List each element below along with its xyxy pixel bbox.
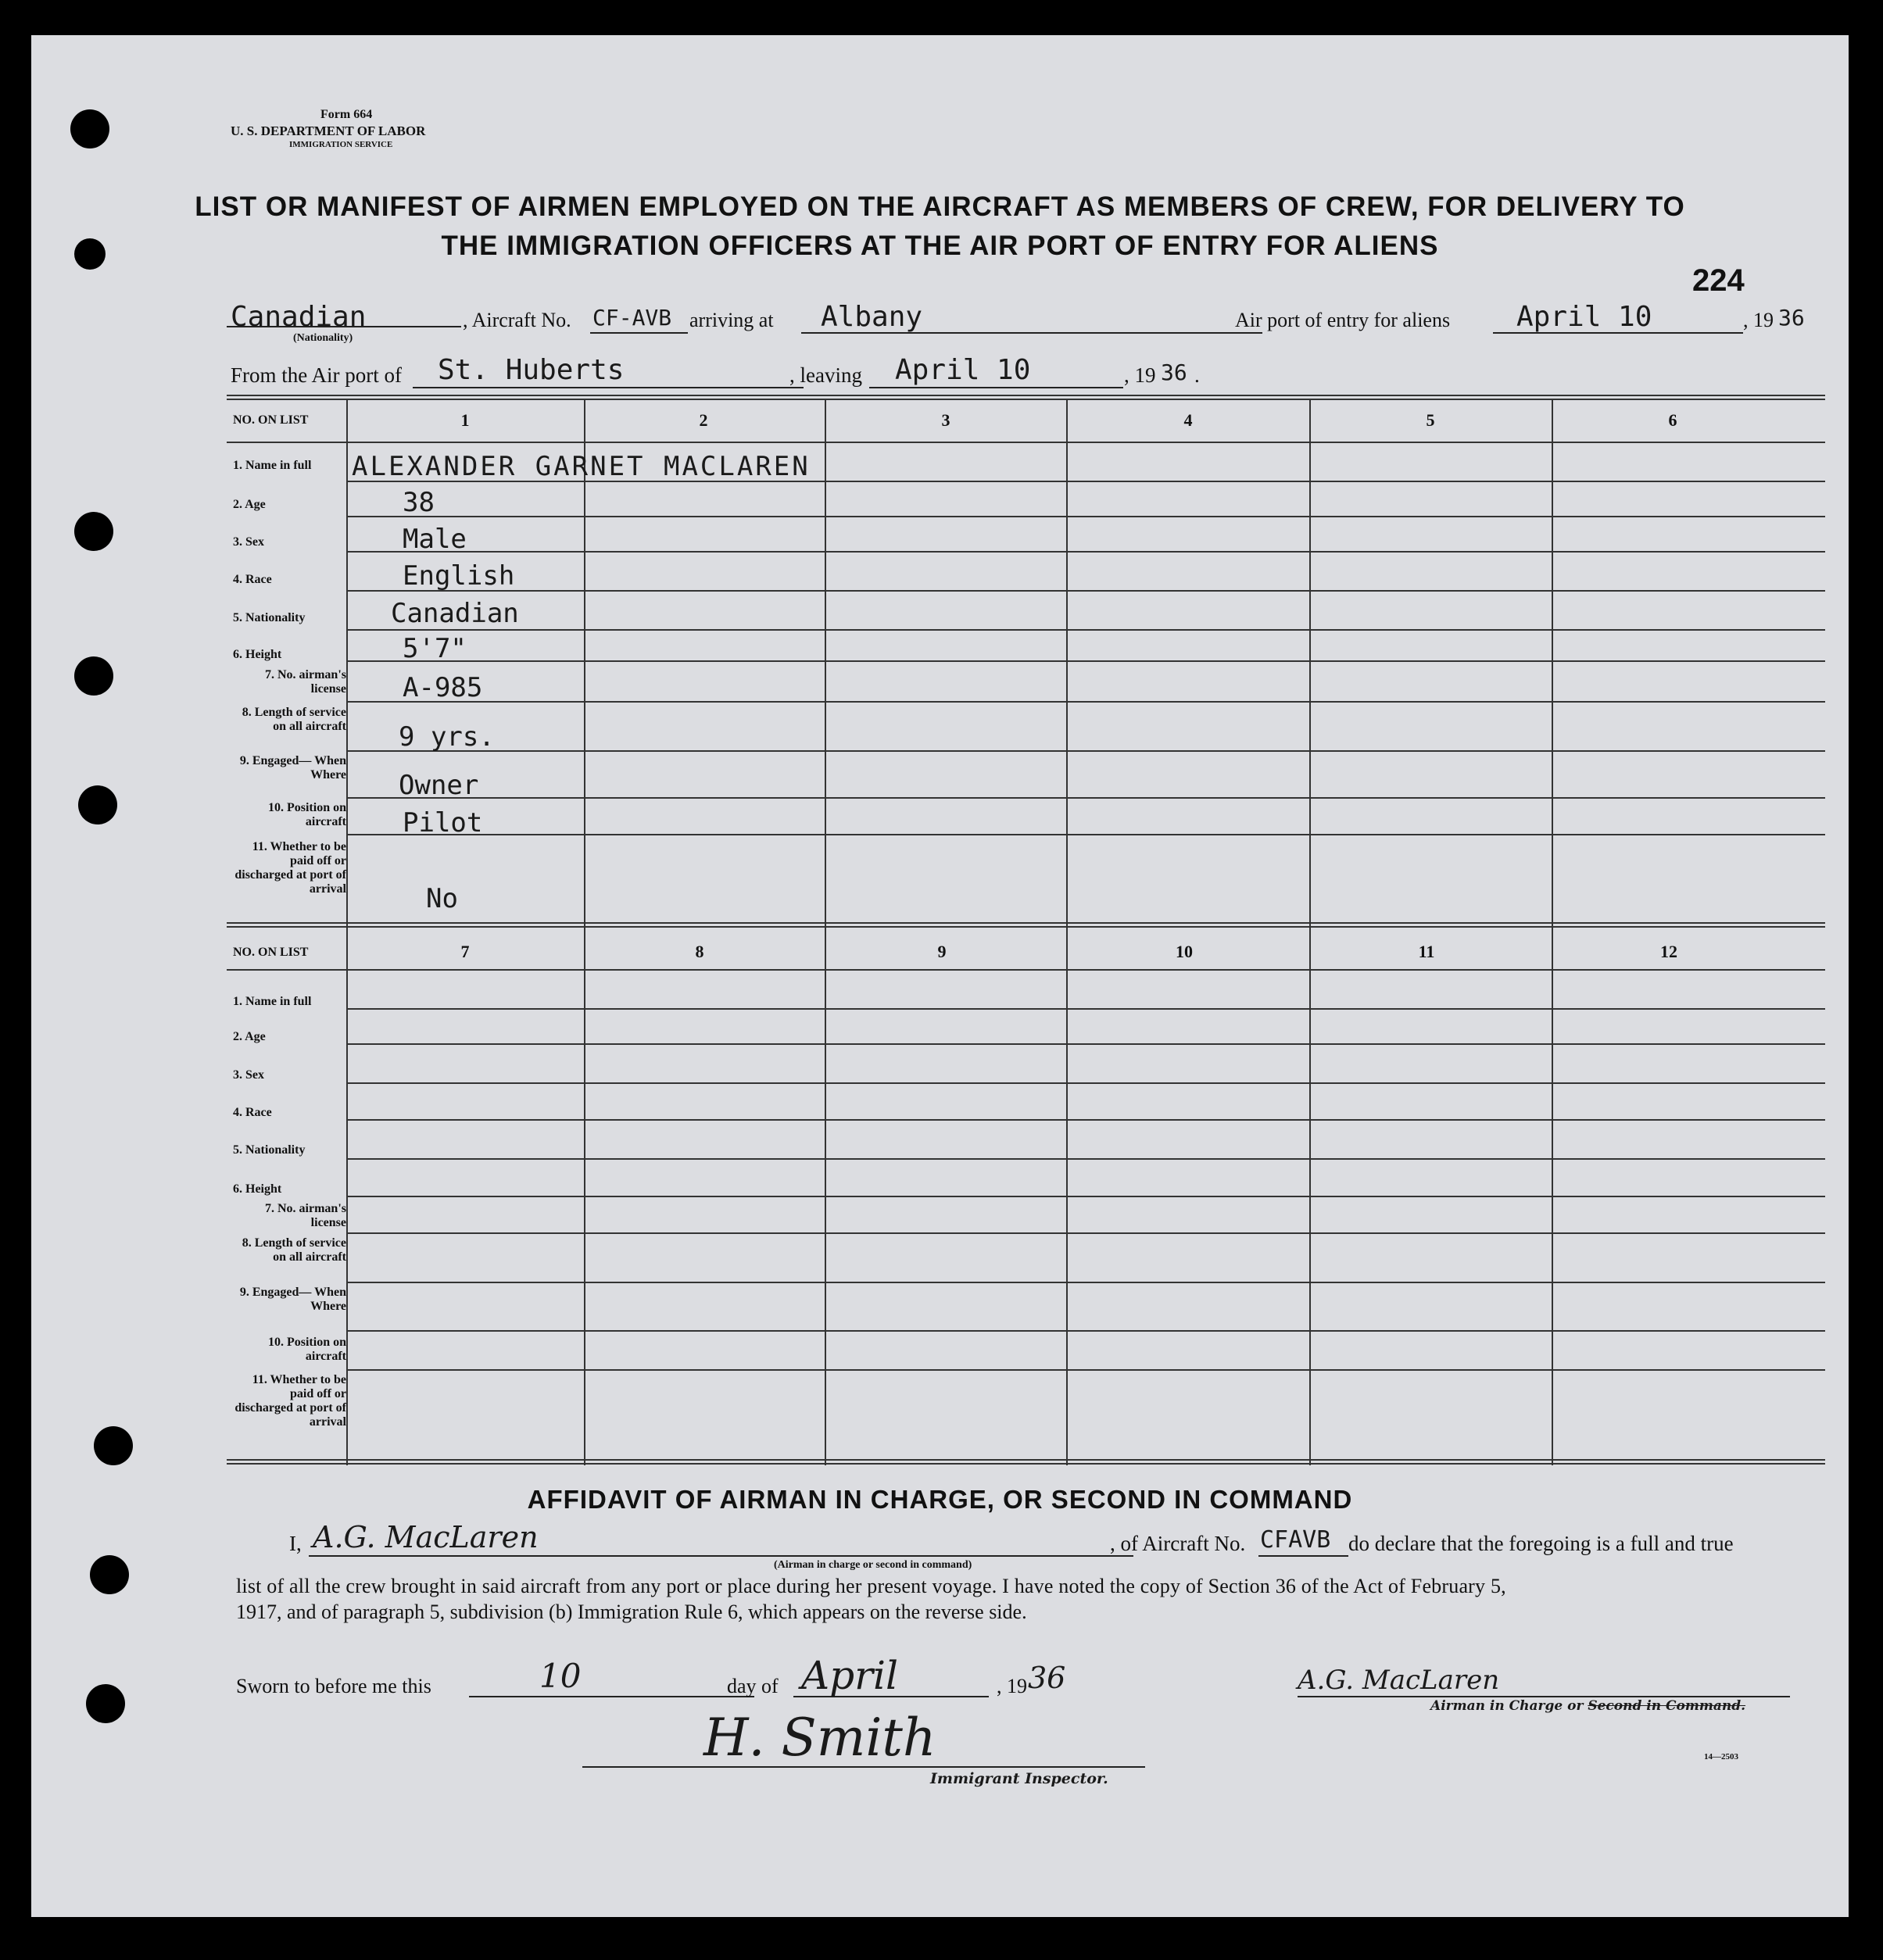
column-number: 6	[1668, 410, 1677, 430]
department-name: U. S. DEPARTMENT OF LABOR	[231, 123, 426, 138]
document-page	[31, 35, 1849, 1917]
punch-hole	[70, 109, 109, 148]
entry-year-value: 36	[1778, 305, 1805, 331]
affidavit-heading: AFFIDAVIT OF AIRMAN IN CHARGE, OR SECOND IN COMMAND	[527, 1485, 1353, 1514]
punch-hole	[94, 1426, 133, 1465]
page-number: 224	[1692, 263, 1745, 298]
row-label-service: 8. Length of service on all aircraft	[242, 706, 346, 733]
row-label-age: 2. Age	[233, 498, 266, 511]
nationality-value: Canadian	[231, 301, 367, 333]
row-label-height: 6. Height	[233, 1182, 282, 1196]
airman-1-sex: Male	[403, 524, 467, 555]
sworn-year-prefix: , 19	[997, 1675, 1027, 1697]
punch-hole	[74, 656, 113, 696]
row-label-sex: 3. Sex	[233, 535, 264, 549]
column-number: 11	[1418, 942, 1435, 961]
affidavit-i-label: I,	[289, 1532, 302, 1555]
from-year-prefix: , 19	[1124, 363, 1156, 387]
row-label-license: 7. No. airman's license	[265, 668, 346, 696]
airman-1-position: Pilot	[403, 807, 483, 839]
column-number: 5	[1426, 410, 1435, 430]
document-title-line-2: THE IMMIGRATION OFFICERS AT THE AIR PORT OF ENTRY FOR ALIENS	[441, 231, 1439, 261]
airman-1-paid-off: No	[426, 883, 458, 914]
row-label-position: 10. Position on aircraft	[267, 1336, 346, 1363]
airman-caption-primary: Airman in Charge or	[1430, 1698, 1584, 1714]
column-number: 4	[1183, 410, 1193, 430]
airman-1-engaged: Owner	[399, 770, 479, 801]
column-number: 12	[1660, 942, 1677, 961]
arriving-value: Albany	[821, 301, 923, 333]
airman-caption-struck: Second in Command.	[1588, 1698, 1746, 1714]
column-number: 9	[937, 942, 947, 961]
column-number: 1	[460, 410, 470, 430]
airman-1-license: A-985	[403, 672, 483, 703]
column-number: 10	[1176, 942, 1193, 961]
airman-1-service: 9 yrs.	[399, 721, 495, 753]
sworn-day-of-label: day of	[727, 1675, 779, 1697]
row-label-height: 6. Height	[233, 648, 282, 661]
leaving-label: , leaving	[789, 363, 862, 387]
affidavit-aircraft-value: CFAVB	[1260, 1526, 1331, 1554]
document-title-line-1: LIST OR MANIFEST OF AIRMEN EMPLOYED ON THE AIRCRAFT AS MEMBERS OF CREW, FOR DELIVERY TO	[195, 191, 1685, 222]
punch-hole	[86, 1684, 125, 1723]
nationality-caption: (Nationality)	[293, 332, 353, 344]
inspector-signature: H. Smith	[703, 1708, 936, 1768]
row-label-name: 1. Name in full	[233, 995, 312, 1008]
airman-1-race: English	[403, 560, 515, 592]
entry-year-prefix: , 19	[1743, 309, 1774, 331]
punch-hole	[78, 785, 117, 824]
row-label-license: 7. No. airman's license	[265, 1202, 346, 1229]
port-date-value: April 10	[1516, 301, 1652, 333]
sworn-day-value: 10	[539, 1657, 582, 1695]
row-label-race: 4. Race	[233, 1106, 272, 1119]
sworn-month-value: April	[801, 1653, 898, 1698]
affidavit-caption: (Airman in charge or second in command)	[774, 1559, 972, 1571]
punch-hole	[90, 1555, 129, 1594]
port-of-entry-label: Air port of entry for aliens	[1235, 309, 1451, 331]
sworn-label: Sworn to before me this	[236, 1675, 431, 1697]
from-year-value: 36	[1161, 359, 1187, 385]
row-label-name: 1. Name in full	[233, 459, 312, 472]
airman-in-charge-signature: A.G. MacLaren	[1298, 1665, 1500, 1696]
airman-caption	[1430, 1698, 1745, 1714]
aircraft-value: CF-AVB	[592, 305, 672, 331]
row-label-paid-off: 11. Whether to be paid off or discharged at port of arrival	[234, 840, 346, 896]
airman-1-age: 38	[403, 487, 435, 518]
airman-1-name: ALEXANDER GARNET MACLAREN	[352, 451, 811, 482]
row-label-nationality: 5. Nationality	[233, 611, 306, 624]
airman-1-nationality: Canadian	[391, 598, 519, 629]
column-number: 8	[695, 942, 704, 961]
row-label-engaged: 9. Engaged— When Where	[239, 1286, 346, 1313]
affidavit-line-3: 1917, and of paragraph 5, subdivision (b) Immigration Rule 6, which appears on the reverse side.	[236, 1601, 1027, 1623]
print-code: 14—2503	[1704, 1752, 1738, 1761]
inspector-caption: Immigrant Inspector.	[930, 1770, 1108, 1787]
row-label-nationality: 5. Nationality	[233, 1143, 306, 1157]
arriving-label: arriving at	[689, 309, 774, 331]
form-number: Form 664	[320, 108, 373, 121]
row-label-position: 10. Position on aircraft	[267, 801, 346, 828]
row-label-service: 8. Length of service on all aircraft	[242, 1236, 346, 1264]
airman-1-height: 5'7"	[403, 633, 467, 664]
row-label-age: 2. Age	[233, 1030, 266, 1043]
row-label-engaged: 9. Engaged— When Where	[239, 754, 346, 781]
column-number: 2	[699, 410, 708, 430]
from-value: St. Huberts	[438, 354, 625, 386]
row-label-race: 4. Race	[233, 573, 272, 586]
no-on-list-header: NO. ON LIST	[233, 946, 309, 959]
no-on-list-header: NO. ON LIST	[233, 413, 309, 427]
service-name: IMMIGRATION SERVICE	[289, 140, 393, 149]
affidavit-declaration: do declare that the foregoing is a full and true	[1348, 1532, 1734, 1555]
row-label-paid-off: 11. Whether to be paid off or discharged at port of arrival	[234, 1373, 346, 1429]
affidavit-aircraft-label: , of Aircraft No.	[1110, 1532, 1246, 1555]
column-number: 7	[460, 942, 470, 961]
from-period: .	[1194, 363, 1200, 387]
leaving-value: April 10	[895, 354, 1031, 386]
affidavit-signer-signature: A.G. MacLaren	[313, 1520, 539, 1554]
from-label: From the Air port of	[231, 363, 402, 387]
punch-hole	[74, 512, 113, 551]
affidavit-line-2: list of all the crew brought in said aircraft from any port or place during her present voyage. I have noted the copy of Section 36 of the Act of February 5,	[236, 1575, 1506, 1597]
aircraft-label: , Aircraft No.	[463, 309, 571, 331]
column-number: 3	[941, 410, 950, 430]
sworn-year-value: 36	[1028, 1661, 1066, 1695]
row-label-sex: 3. Sex	[233, 1068, 264, 1082]
